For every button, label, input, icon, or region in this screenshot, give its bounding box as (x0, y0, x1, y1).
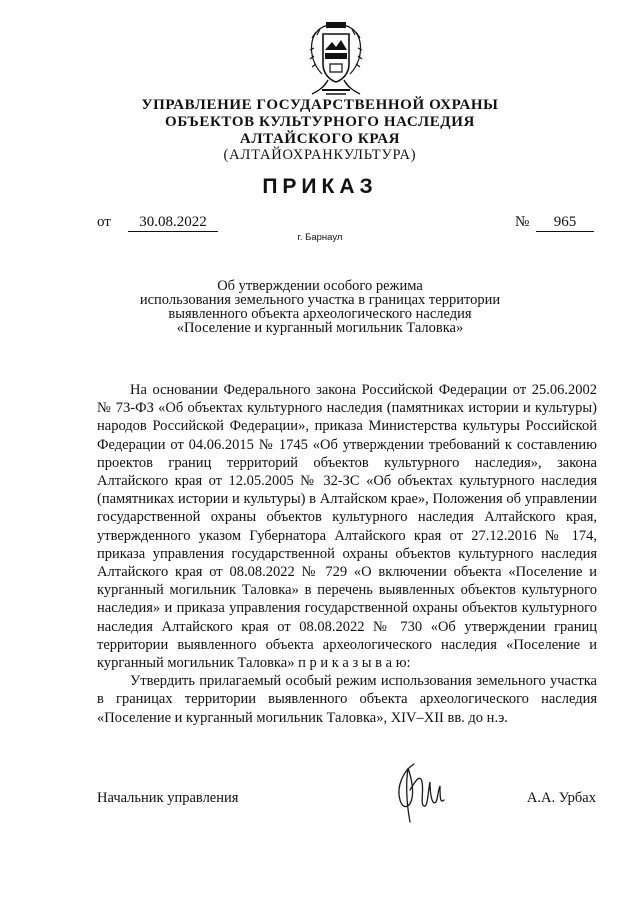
body-paragraph-1: На основании Федерального закона Российской Федерации от 25.06.2002 № 73-ФЗ «Об объектах культурного наследия (памятниках истории и культуры) народов Российской Федерации», приказа Министерства культуры Российской Федерации от 04.06.2015 № 1745 «Об утверждении требований к составлению проектов границ территорий объектов культурного наследия», закона Алтайского края от 12.05.2005 № 32-ЗС «Об объектах культурного наследия (памятниках истории и культуры) в Алтайском крае», Положения об управлении государственной охраны объектов культурного наследия Алтайского края, утвержденного указом Губернатора Алтайского края от 27.12.2016 № 174, приказа управления государственной охраны объектов культурного наследия Алтайского края от 08.08.2022 № 729 «О включении объекта «Поселение и курганный могильник Таловка» в перечень выявленных объектов культурного наследия» и приказа управления государственной охраны объектов культурного наследия Алтайского края от 08.08.2022 № 730 «Об утверждении границ территории выявленного объекта археологического наследия «Поселение и курганный могильник Таловка» п р и к а з ы в а ю: (97, 382, 597, 672)
city-name: г. Барнаул (297, 232, 343, 243)
order-date: 30.08.2022 (128, 214, 218, 232)
subject-line4: «Поселение и курганный могильник Таловка» (176, 320, 464, 336)
signer-position: Начальник управления (97, 790, 239, 806)
agency-name-line2: ОБЪЕКТОВ КУЛЬТУРНОГО НАСЛЕДИЯ (165, 114, 475, 130)
subject-line3: выявленного объекта археологического наследия (168, 306, 472, 322)
subject-line2: использования земельного участка в границах территории (139, 292, 501, 308)
number-label: № (515, 214, 530, 230)
agency-name-line1: УПРАВЛЕНИЕ ГОСУДАРСТВЕННОЙ ОХРАНЫ (141, 97, 499, 113)
body-paragraph-2: Утвердить прилагаемый особый режим использования земельного участка в границах территории выявленного объекта археологического наследия «Поселение и курганный могильник Таловка», XIV–XII вв. до н.э. (97, 673, 597, 726)
order-body (97, 381, 597, 727)
date-label: от (97, 214, 111, 230)
coat-of-arms-icon (302, 20, 370, 100)
agency-name-line3: АЛТАЙСКОГО КРАЯ (239, 131, 401, 147)
signer-name: А.А. Урбах (526, 790, 596, 806)
agency-short-name: (АЛТАЙОХРАНКУЛЬТУРА) (223, 147, 417, 163)
subject-line1: Об утверждении особого режима (217, 278, 423, 294)
document-title: ПРИКАЗ (262, 175, 378, 198)
order-number: 965 (536, 214, 594, 232)
handwritten-signature-icon (392, 760, 450, 830)
